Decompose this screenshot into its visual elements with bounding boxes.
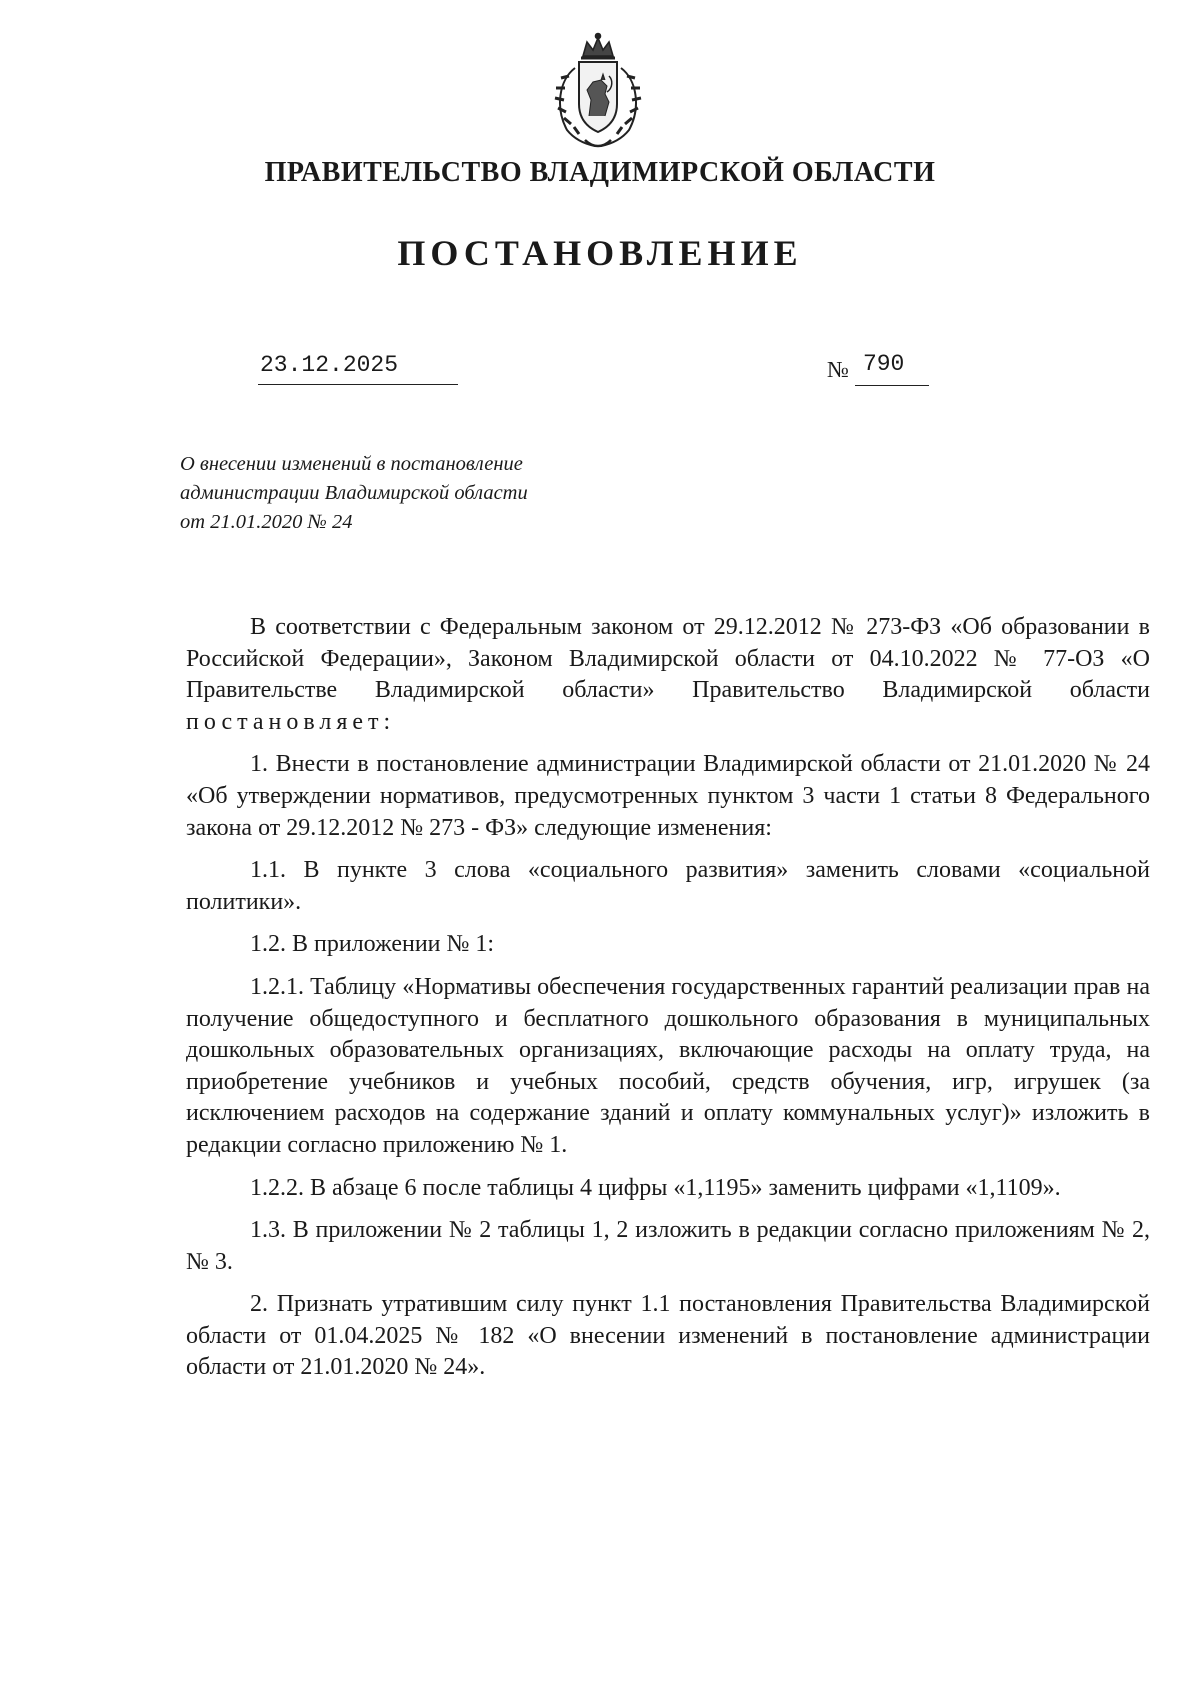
preamble-text: В соответствии с Федеральным законом от 29.12.2012 № 273-ФЗ «Об образовании в Российской Федерации», Законом Владимирской области от 04.10.2022 № 77-ОЗ «О Правительстве Владимирской области» Правительство Владимирской области (186, 614, 1150, 704)
coat-of-arms-icon (545, 30, 651, 150)
paragraph-1-2-1: 1.2.1. Таблицу «Нормативы обеспечения государственных гарантий реализации прав на получение общедоступного и бесплатного дошкольного образования в муниципальных дошкольных образовательных организациях, включающие расходы на оплату труда, на приобретение учебников и учебных пособий, средств обучения, игр, игрушек (за исключением расходов на содержание зданий и оплату коммунальных услуг)» изложить в редакции согласно приложению № 1. (186, 973, 1150, 1158)
preamble-paragraph (186, 612, 1150, 738)
document-date: 23.12.2025 (258, 352, 458, 385)
paragraph-1-3: 1.3. В приложении № 2 таблицы 1, 2 изложить в редакции согласно приложениям № 2, № 3. (186, 1217, 1150, 1275)
document-number: 790 (855, 351, 929, 386)
document-body (186, 612, 1150, 1395)
paragraph-1-2-2: 1.2.2. В абзаце 6 после таблицы 4 цифры «1,1195» заменить цифрами «1,1109». (250, 1174, 1061, 1201)
organization-title: ПРАВИТЕЛЬСТВО ВЛАДИМИРСКОЙ ОБЛАСТИ (264, 157, 936, 188)
subject-line: О внесении изменений в постановление (180, 453, 523, 475)
document-number-block (827, 352, 929, 386)
number-sign: № (827, 357, 849, 382)
subject-line: от 21.01.2020 № 24 (180, 511, 353, 533)
paragraph-1: 1. Внести в постановление администрации Владимирской области от 21.01.2020 № 24 «Об утверждении нормативов, предусмотренных пунктом 3 части 1 статьи 8 Федерального закона от 29.12.2012 № 273 - ФЗ» следующие изменения: (186, 751, 1150, 841)
document-type-heading: ПОСТАНОВЛЕНИЕ (397, 233, 803, 273)
document-subject (180, 450, 640, 537)
paragraph-1-2: 1.2. В приложении № 1: (250, 931, 495, 958)
paragraph-2: 2. Признать утратившим силу пункт 1.1 постановления Правительства Владимирской области от 01.04.2025 № 182 «О внесении изменений в постановление администрации области от 21.01.2020 № 24». (186, 1291, 1150, 1381)
subject-line: администрации Владимирской области (180, 482, 528, 504)
paragraph-1-1: 1.1. В пункте 3 слова «социального развития» заменить словами «социальной политики». (186, 857, 1150, 915)
preamble-verb: постановляет: (186, 708, 396, 735)
